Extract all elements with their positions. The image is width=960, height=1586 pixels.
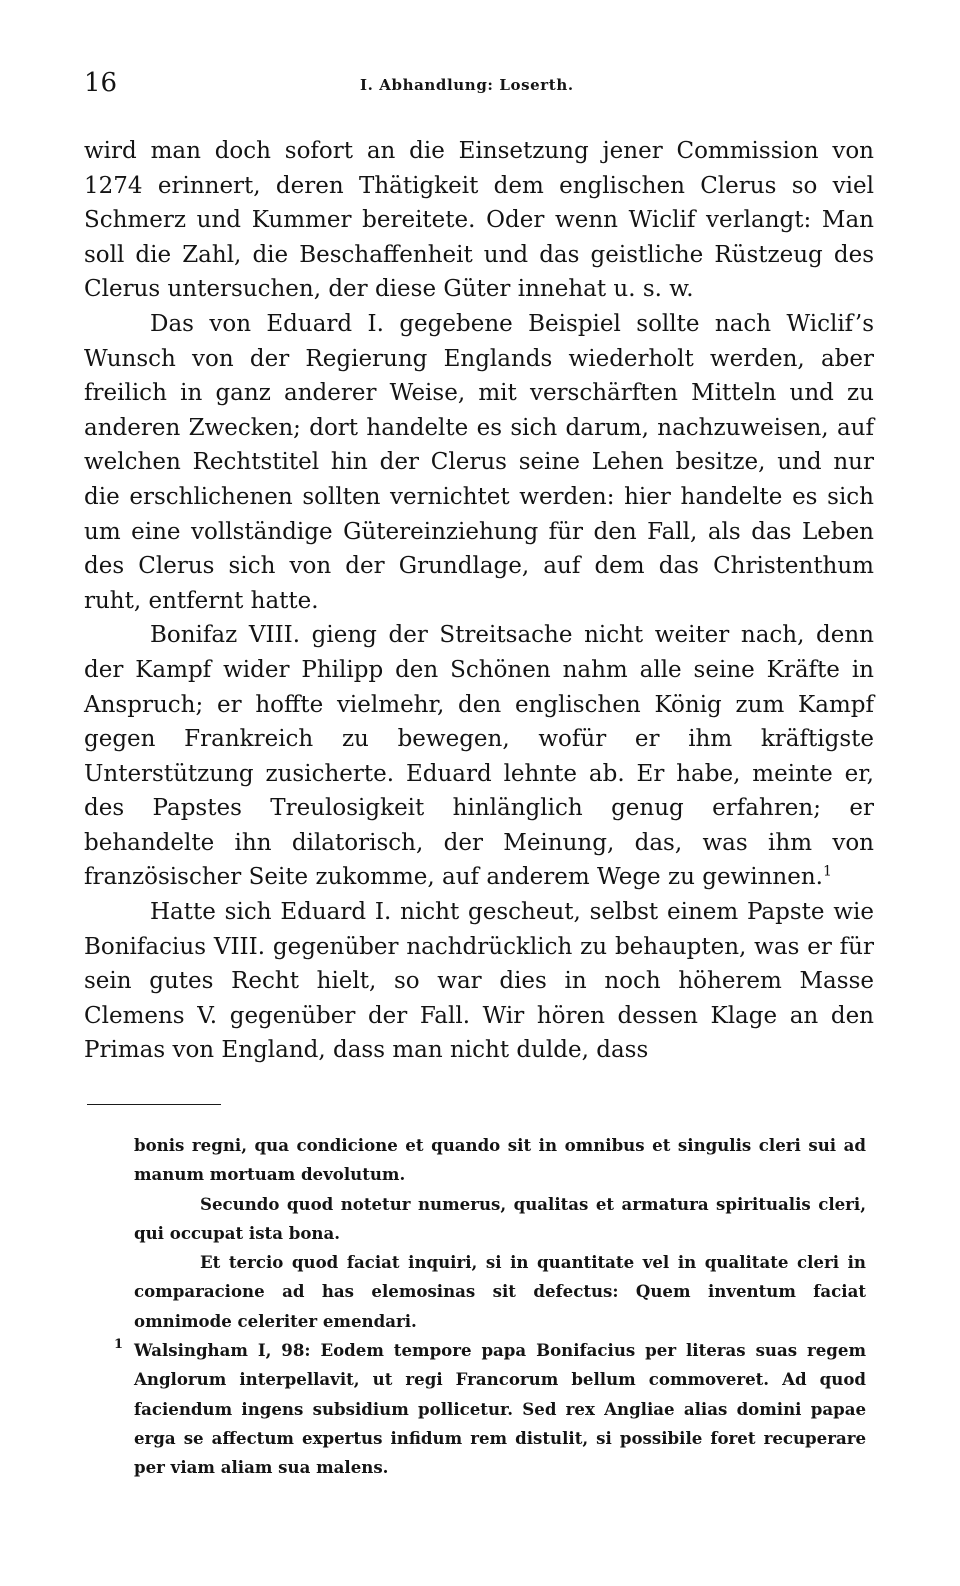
paragraph-1: wird man doch sofort an die Einsetzung jener Commission von 1274 erinnert, deren Thätigkeit dem englischen Clerus so viel Schmerz und Kummer bereitete. Oder wenn Wiclif verlangt: Man soll die Zahl, die Beschaffenheit und das geistliche Rüstzeug des Clerus untersuchen, der diese Güter innehat u. s. w. — [84, 138, 874, 303]
main-text — [84, 134, 874, 1068]
page-header — [84, 66, 874, 106]
paragraph-4: Hatte sich Eduard I. nicht gescheut, selbst einem Papste wie Bonifacius VIII. gegenüber nachdrücklich zu behaupten, was er für sein gutes Recht hielt, so war dies in noch höherem Masse Clemens V. gegenüber der Fall. Wir hören dessen Klage an den Primas von England, dass man nicht dulde, dass — [84, 899, 874, 1064]
running-head: I. Abhandlung: Loserth. — [360, 76, 574, 94]
paragraph-3-text: Bonifaz VIII. gieng der Streitsache nicht weiter nach, denn der Kampf wider Philipp den Schönen nahm alle seine Kräfte in Anspruch; er hoffte vielmehr, den englischen König zum Kampf gegen Frankreich zu bewegen, wofür er ihm kräftigste Unterstützung zusicherte. Eduard lehnte ab. Er habe, meinte er, des Papstes Treulosigkeit hinlänglich genug erfahren; er behandelte ihn dilatorisch, der Meinung, das, was ihm von französischer Seite zukomme, auf anderem Wege zu gewinnen. — [84, 622, 874, 891]
footnotes — [114, 1131, 866, 1483]
footnote-continuation-1: bonis regni, qua condicione et quando sit in omnibus et singulis cleri sui ad manum mortuam devolutum. — [134, 1135, 866, 1185]
footnote-reference[interactable]: 1 — [822, 863, 832, 880]
page-number: 16 — [84, 68, 118, 98]
footnote-marker: 1 — [114, 1337, 124, 1353]
paragraph-3 — [84, 618, 874, 895]
footnote-continuation-3: Et tercio quod faciat inquiri, si in quantitate vel in qualitate cleri in comparacione ad has elemosinas sit defectus: Quem inventum faciat omnimode celeriter emendari. — [134, 1252, 866, 1331]
footnote-1 — [114, 1336, 866, 1482]
footnote-1-text: Walsingham I, 98: Eodem tempore papa Bonifacius per literas suas regem Anglorum interpellavit, ut regi Francorum bellum commoveret. Ad quod faciendum ingens subsidium pollicetur. Sed rex Angliae alias domini papae erga se affectum expertus infidum rem distulit, si possibile foret recuperare per viam aliam sua malens. — [134, 1340, 866, 1478]
footnote-separator — [87, 1104, 221, 1105]
paragraph-2: Das von Eduard I. gegebene Beispiel sollte nach Wiclif’s Wunsch von der Regierung Englands wiederholt werden, aber freilich in ganz anderer Weise, mit verschärften Mitteln und zu anderen Zwecken; dort handelte es sich darum, nachzuweisen, auf welchen Rechtstitel hin der Clerus seine Lehen besitze, und nur die erschlichenen sollten vernichtet werden: hier handelte es sich um eine vollständige Gütereinziehung für den Fall, als das Leben des Clerus sich von der Grundlage, auf dem das Christenthum ruht, entfernt hatte. — [84, 310, 874, 614]
footnote-continuation-2: Secundo quod notetur numerus, qualitas et armatura spiritualis cleri, qui occupat ista bona. — [134, 1193, 866, 1243]
